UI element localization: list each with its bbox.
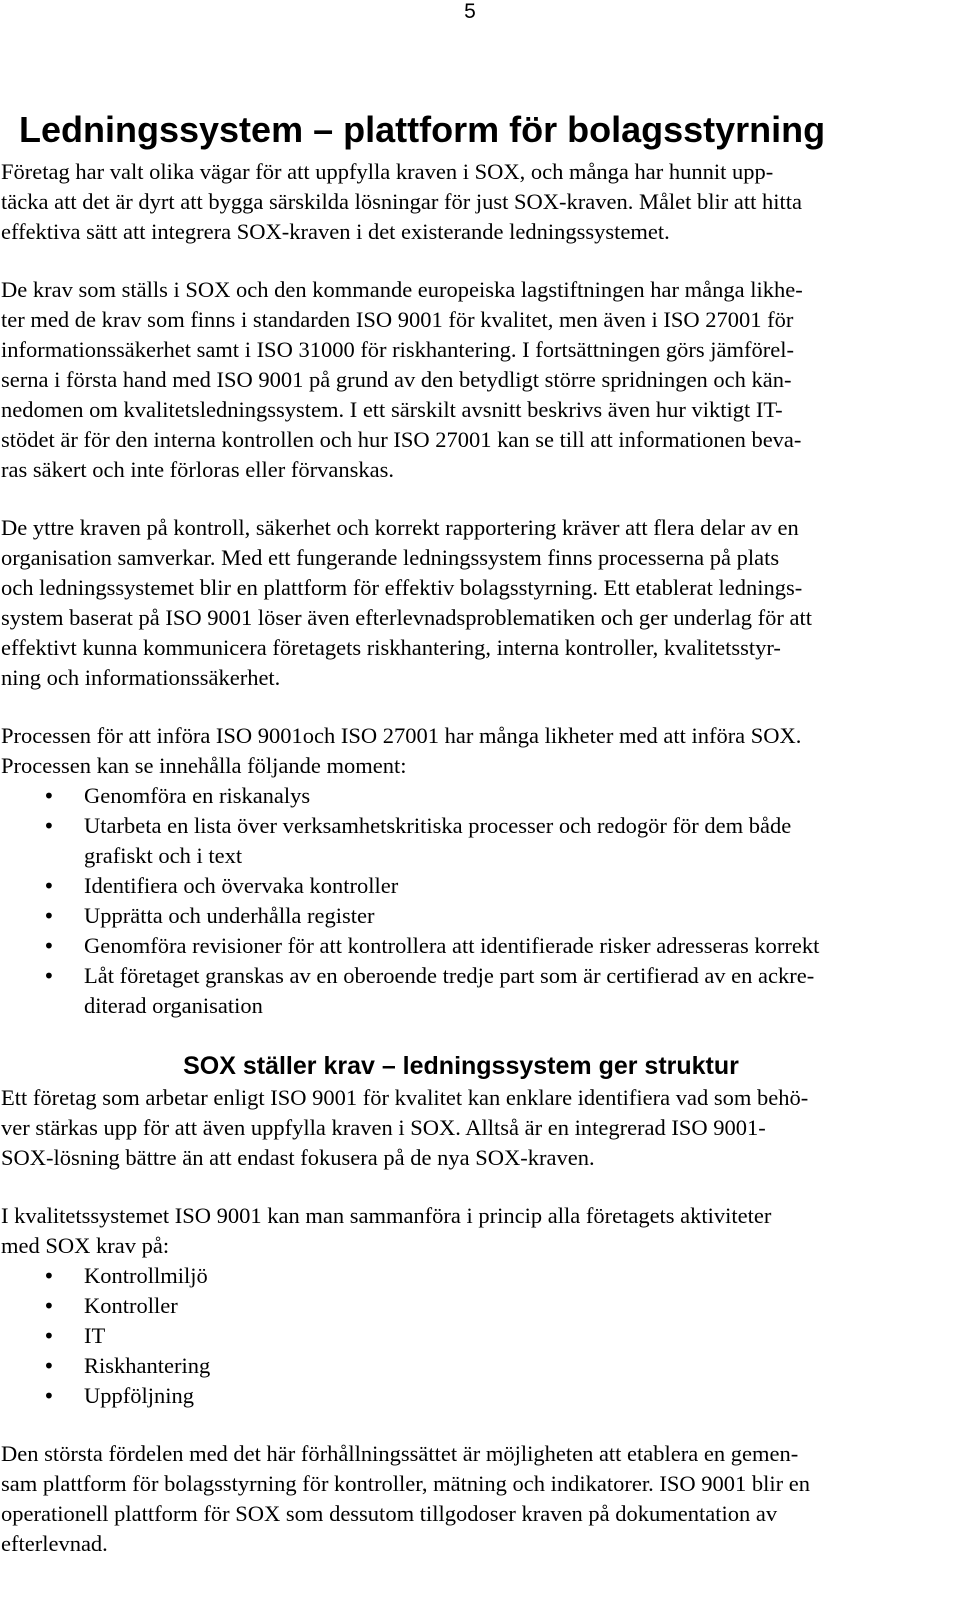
text-line: med SOX krav på:	[1, 1233, 170, 1258]
list-item	[1, 901, 953, 931]
list-item	[1, 871, 953, 901]
list-item-text: Uppföljning	[84, 1383, 194, 1408]
list-item-text: Upprätta och underhålla register	[84, 903, 375, 928]
text-line: De yttre kraven på kontroll, säkerhet och korrekt rapportering kräver att flera delar av en	[1, 515, 799, 540]
bullet-icon: •	[43, 964, 55, 988]
list-item	[1, 781, 953, 811]
section-subtitle: SOX ställer krav – ledningssystem ger struktur	[183, 1052, 739, 1080]
bullet-icon: •	[43, 784, 55, 808]
bullet-icon: •	[43, 1354, 55, 1378]
text-line: De krav som ställs i SOX och den kommande europeiska lagstiftningen har många likhe-	[1, 277, 803, 302]
list-item-text: IT	[84, 1323, 106, 1348]
text-line: serna i första hand med ISO 9001 på grund av den betydligt större spridningen och kän-	[1, 367, 792, 392]
bullet-icon: •	[43, 1294, 55, 1318]
text-line: Processen för att införa ISO 9001och ISO 27001 har många likheter med att införa SOX.	[1, 723, 802, 748]
document-body	[1, 157, 953, 1587]
list-item-text: Kontroller	[84, 1293, 178, 1318]
bullet-icon: •	[43, 904, 55, 928]
text-line: ras säkert och inte förloras eller förvanskas.	[1, 457, 394, 482]
list-item	[1, 1321, 953, 1351]
list-item	[1, 1291, 953, 1321]
paragraph-requirements	[1, 513, 953, 693]
text-line: operationell plattform för SOX som dessutom tillgodoser kraven på dokumentation av	[1, 1501, 778, 1526]
text-line: Ett företag som arbetar enligt ISO 9001 för kvalitet kan enklare identifiera vad som behö-	[1, 1085, 809, 1110]
bullet-icon: •	[43, 874, 55, 898]
list-item	[1, 811, 953, 871]
list-item	[1, 1261, 953, 1291]
text-line: ning och informationssäkerhet.	[1, 665, 281, 690]
list-item-text: Genomföra revisioner för att kontrollera att identifierade risker adresseras korrekt	[84, 933, 820, 958]
text-line: Processen kan se innehålla följande moment:	[1, 753, 407, 778]
text-line: system baserat på ISO 9001 löser även efterlevnadsproblematiken och ger underlag för att	[1, 605, 812, 630]
paragraph-process	[1, 721, 953, 781]
activities-list	[1, 1261, 953, 1411]
list-item	[1, 961, 953, 1021]
list-item-text: Kontrollmiljö	[84, 1263, 208, 1288]
list-item-text: Låt företaget granskas av en oberoende tredje part som är certifierad av en ackre-	[84, 963, 815, 988]
text-line: I kvalitetssystemet ISO 9001 kan man sammanföra i princip alla företagets aktiviteter	[1, 1203, 772, 1228]
text-line: effektiva sätt att integrera SOX-kraven i det existerande ledningssystemet.	[1, 219, 670, 244]
page-title: Ledningssystem – plattform för bolagsstyrning	[19, 109, 826, 150]
text-line: sam plattform för bolagsstyrning för kontroller, mätning och indikatorer. ISO 9001 blir en	[1, 1471, 810, 1496]
bullet-icon: •	[43, 934, 55, 958]
text-line: informationssäkerhet samt i ISO 31000 för riskhantering. I fortsättningen görs jämförel-	[1, 337, 794, 362]
text-line: och ledningssystemet blir en plattform för effektiv bolagsstyrning. Ett etablerat lednings-	[1, 575, 803, 600]
process-steps-list	[1, 781, 953, 1021]
page-number: 5	[464, 0, 476, 23]
text-line: organisation samverkar. Med ett fungerande ledningssystem finns processerna på plats	[1, 545, 780, 570]
text-line: efterlevnad.	[1, 1531, 108, 1556]
bullet-icon: •	[43, 1384, 55, 1408]
text-line: ter med de krav som finns i standarden ISO 9001 för kvalitet, men även i ISO 27001 för	[1, 307, 794, 332]
list-item-text: Genomföra en riskanalys	[84, 783, 311, 808]
text-line: SOX-lösning bättre än att endast fokusera på de nya SOX-kraven.	[1, 1145, 595, 1170]
text-line: ver stärkas upp för att även uppfylla kraven i SOX. Alltså är en integrerad ISO 9001-	[1, 1115, 766, 1140]
list-item-text: diterad organisation	[84, 993, 263, 1018]
text-line: täcka att det är dyrt att bygga särskilda lösningar för just SOX-kraven. Målet blir att hitta	[1, 189, 803, 214]
text-line: effektivt kunna kommunicera företagets riskhantering, interna kontroller, kvalitetsstyr-	[1, 635, 781, 660]
text-line: Företag har valt olika vägar för att uppfylla kraven i SOX, och många har hunnit upp-	[1, 159, 774, 184]
bullet-icon: •	[43, 1324, 55, 1348]
paragraph-conclusion	[1, 1439, 953, 1559]
list-item-text: Riskhantering	[84, 1353, 211, 1378]
text-line: stödet är för den interna kontrollen och hur ISO 27001 kan se till att informationen beva-	[1, 427, 802, 452]
list-item-text: Utarbeta en lista över verksamhetskritiska processer och redogör för dem både	[84, 813, 792, 838]
paragraph-intro	[1, 157, 953, 247]
text-line: nedomen om kvalitetsledningssystem. I ett särskilt avsnitt beskrivs även hur viktigt IT-	[1, 397, 783, 422]
text-line: Den största fördelen med det här förhållningssättet är möjligheten att etablera en gemen-	[1, 1441, 799, 1466]
paragraph-activities	[1, 1201, 953, 1261]
list-item	[1, 931, 953, 961]
bullet-icon: •	[43, 814, 55, 838]
paragraph-integration	[1, 1083, 953, 1173]
list-item	[1, 1381, 953, 1411]
list-item-text: grafiskt och i text	[84, 843, 243, 868]
list-item-text: Identifiera och övervaka kontroller	[84, 873, 399, 898]
list-item	[1, 1351, 953, 1381]
bullet-icon: •	[43, 1264, 55, 1288]
paragraph-similarities	[1, 275, 953, 485]
